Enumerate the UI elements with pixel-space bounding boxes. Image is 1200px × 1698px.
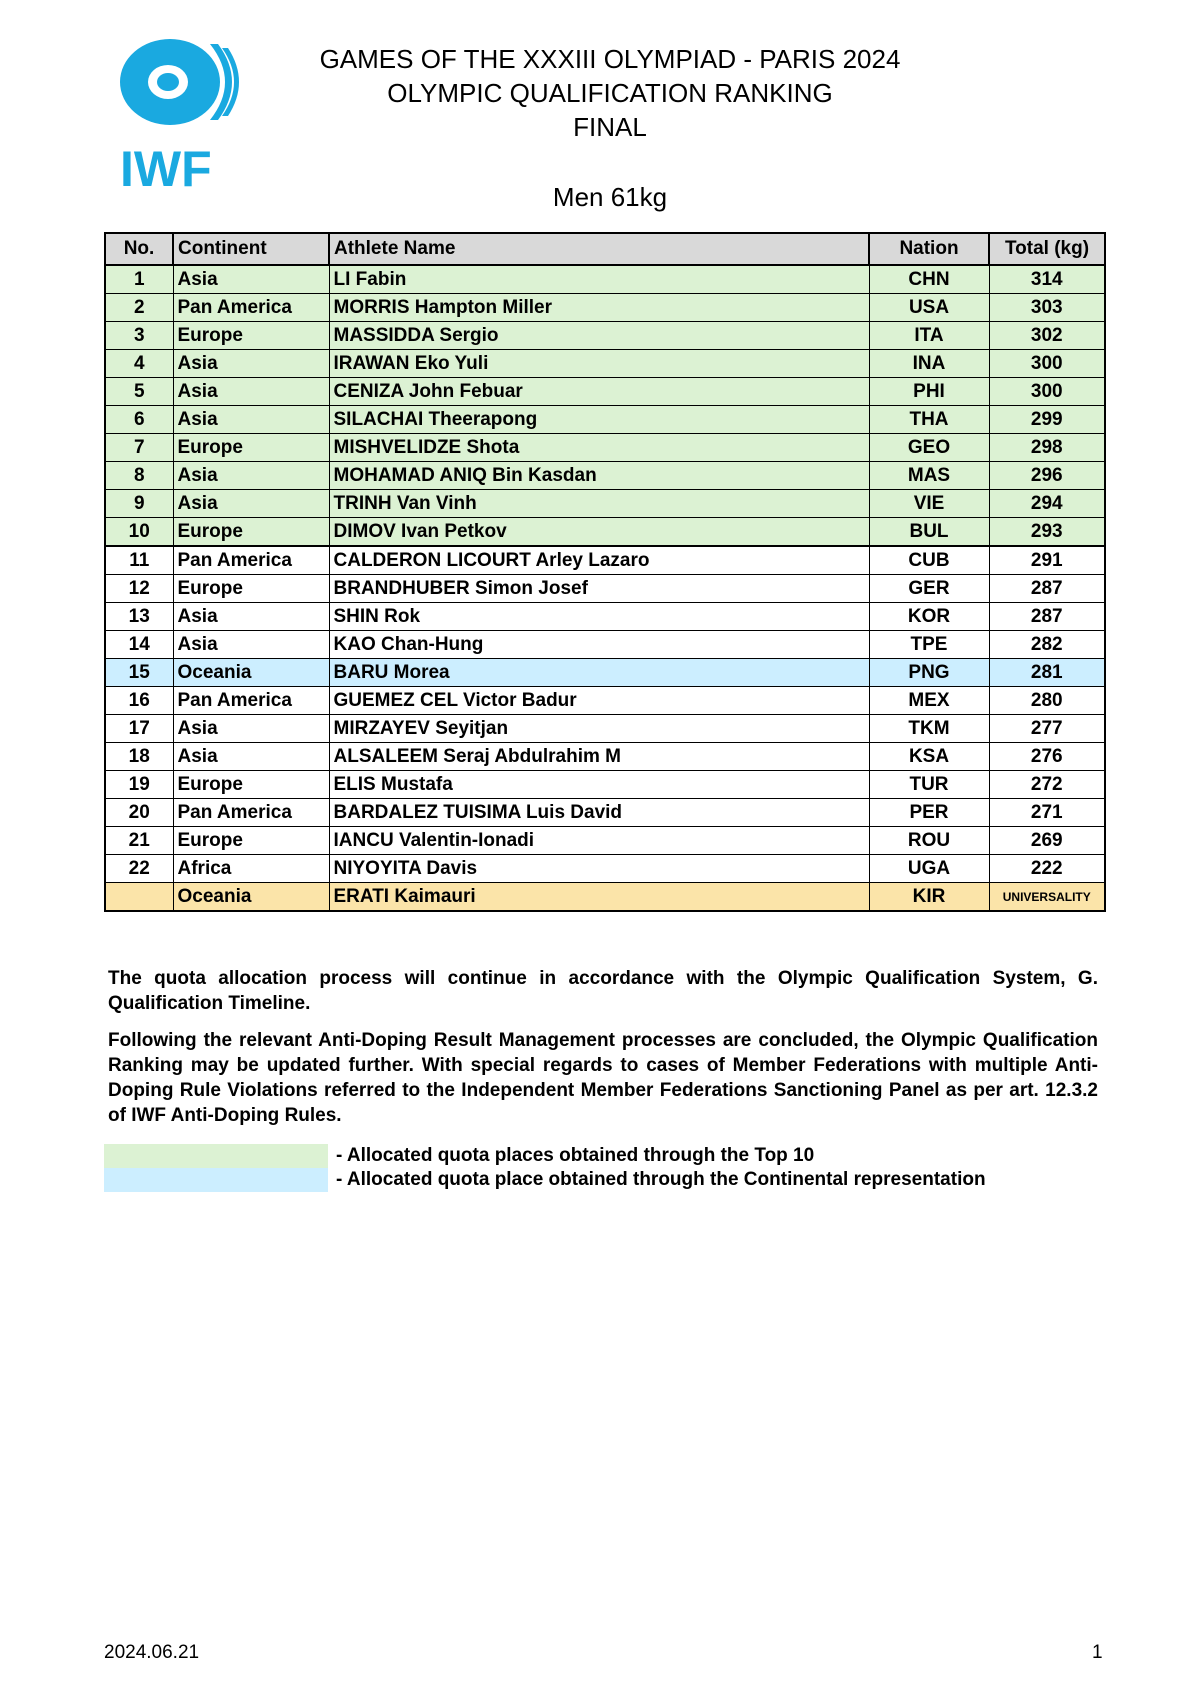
table-row — [105, 406, 1105, 434]
table-row — [105, 827, 1105, 855]
table-row — [105, 687, 1105, 715]
rank-cell: 22 — [105, 855, 173, 883]
nation-cell: PNG — [869, 659, 989, 687]
nation-cell: KSA — [869, 743, 989, 771]
table-row — [105, 771, 1105, 799]
nation-cell: BUL — [869, 518, 989, 547]
document-title — [260, 42, 960, 144]
nation-cell: TPE — [869, 631, 989, 659]
legend-swatch-top10 — [104, 1144, 328, 1168]
continent-cell: Asia — [173, 490, 329, 518]
rank-cell: 10 — [105, 518, 173, 547]
rank-cell: 1 — [105, 265, 173, 294]
nation-cell: KIR — [869, 883, 989, 912]
table-row — [105, 265, 1105, 294]
athlete-name-cell: ERATI Kaimauri — [329, 883, 869, 912]
total-cell: 302 — [989, 322, 1105, 350]
rank-cell: 7 — [105, 434, 173, 462]
table-row — [105, 631, 1105, 659]
nation-cell: VIE — [869, 490, 989, 518]
nation-cell: MAS — [869, 462, 989, 490]
athlete-name-cell: ALSALEEM Seraj Abdulrahim M — [329, 743, 869, 771]
nation-cell: GER — [869, 575, 989, 603]
table-row — [105, 715, 1105, 743]
legend-text: - Allocated quota places obtained through the Top 10 — [336, 1145, 815, 1166]
athlete-name-cell: CENIZA John Febuar — [329, 378, 869, 406]
nation-cell: PER — [869, 799, 989, 827]
nation-cell: KOR — [869, 603, 989, 631]
table-row — [105, 378, 1105, 406]
athlete-name-cell: LI Fabin — [329, 265, 869, 294]
table-row — [105, 294, 1105, 322]
rank-cell: 8 — [105, 462, 173, 490]
total-cell: 298 — [989, 434, 1105, 462]
legend-text: - Allocated quota place obtained through the Continental representation — [336, 1169, 986, 1190]
nation-cell: CHN — [869, 265, 989, 294]
title-line: OLYMPIC QUALIFICATION RANKING — [387, 78, 833, 108]
rank-cell: 21 — [105, 827, 173, 855]
logo-text: IWF — [120, 141, 212, 190]
legend — [104, 1144, 986, 1192]
table-row — [105, 462, 1105, 490]
iwf-logo — [118, 38, 242, 190]
total-cell: 269 — [989, 827, 1105, 855]
nation-cell: THA — [869, 406, 989, 434]
continent-cell: Oceania — [173, 659, 329, 687]
table-row — [105, 490, 1105, 518]
nation-cell: TKM — [869, 715, 989, 743]
athlete-name-cell: BARDALEZ TUISIMA Luis David — [329, 799, 869, 827]
nation-cell: ITA — [869, 322, 989, 350]
note-paragraph: The quota allocation process will continue in accordance with the Olympic Qualification System, G. Qualification Timeline. — [108, 968, 1098, 1014]
continent-cell: Africa — [173, 855, 329, 883]
athlete-name-cell: MIRZAYEV Seyitjan — [329, 715, 869, 743]
rank-cell: 13 — [105, 603, 173, 631]
rank-cell: 16 — [105, 687, 173, 715]
column-header: Athlete Name — [329, 233, 869, 265]
nation-cell: CUB — [869, 546, 989, 575]
athlete-name-cell: TRINH Van Vinh — [329, 490, 869, 518]
continent-cell: Europe — [173, 322, 329, 350]
athlete-name-cell: DIMOV Ivan Petkov — [329, 518, 869, 547]
table-row — [105, 855, 1105, 883]
table-row — [105, 322, 1105, 350]
total-cell: 293 — [989, 518, 1105, 547]
nation-cell: USA — [869, 294, 989, 322]
total-cell: 276 — [989, 743, 1105, 771]
continent-cell: Pan America — [173, 799, 329, 827]
total-cell: 280 — [989, 687, 1105, 715]
total-cell: 287 — [989, 575, 1105, 603]
athlete-name-cell: IANCU Valentin-Ionadi — [329, 827, 869, 855]
rank-cell: 12 — [105, 575, 173, 603]
table-header-row — [105, 233, 1105, 265]
athlete-name-cell: MOHAMAD ANIQ Bin Kasdan — [329, 462, 869, 490]
title-line: FINAL — [573, 112, 647, 142]
rank-cell: 6 — [105, 406, 173, 434]
athlete-name-cell: BARU Morea — [329, 659, 869, 687]
column-header: Total (kg) — [989, 233, 1105, 265]
total-cell: 291 — [989, 546, 1105, 575]
continent-cell: Asia — [173, 743, 329, 771]
total-cell: 272 — [989, 771, 1105, 799]
continent-cell: Asia — [173, 715, 329, 743]
continent-cell: Asia — [173, 406, 329, 434]
continent-cell: Europe — [173, 518, 329, 547]
note-paragraph: Following the relevant Anti-Doping Result Management processes are concluded, the Olympic Qualification Ranking may be updated further. With special regards to cases of Member Federations with multiple Anti-Doping Rule Violations referred to the Independent Member Federations Sanctioning Panel as per art. 12.3.2 of IWF Anti-Doping Rules. — [108, 1030, 1098, 1126]
continent-cell: Pan America — [173, 294, 329, 322]
athlete-name-cell: KAO Chan-Hung — [329, 631, 869, 659]
rank-cell: 14 — [105, 631, 173, 659]
weight-category: Men 61kg — [552, 182, 668, 212]
total-cell: 281 — [989, 659, 1105, 687]
total-cell: 271 — [989, 799, 1105, 827]
legend-item — [104, 1144, 986, 1168]
total-cell: 282 — [989, 631, 1105, 659]
table-row — [105, 799, 1105, 827]
nation-cell: TUR — [869, 771, 989, 799]
nation-cell: GEO — [869, 434, 989, 462]
total-cell: UNIVERSALITY — [989, 883, 1105, 912]
total-cell: 287 — [989, 603, 1105, 631]
total-cell: 294 — [989, 490, 1105, 518]
athlete-name-cell: ELIS Mustafa — [329, 771, 869, 799]
table-row — [105, 434, 1105, 462]
continent-cell: Asia — [173, 350, 329, 378]
notes — [108, 966, 1098, 1140]
total-cell: 314 — [989, 265, 1105, 294]
table-row — [105, 743, 1105, 771]
ranking-table — [104, 232, 1106, 912]
continent-cell: Europe — [173, 575, 329, 603]
continent-cell: Asia — [173, 378, 329, 406]
total-cell: 277 — [989, 715, 1105, 743]
nation-cell: PHI — [869, 378, 989, 406]
column-header: Nation — [869, 233, 989, 265]
continent-cell: Pan America — [173, 546, 329, 575]
rank-cell: 3 — [105, 322, 173, 350]
legend-swatch-continental — [104, 1168, 328, 1192]
total-cell: 300 — [989, 378, 1105, 406]
rank-cell: 5 — [105, 378, 173, 406]
table-row — [105, 883, 1105, 912]
continent-cell: Asia — [173, 603, 329, 631]
table-row — [105, 546, 1105, 575]
rank-cell: 9 — [105, 490, 173, 518]
continent-cell: Europe — [173, 827, 329, 855]
table-row — [105, 603, 1105, 631]
continent-cell: Asia — [173, 462, 329, 490]
rank-cell: 4 — [105, 350, 173, 378]
athlete-name-cell: NIYOYITA Davis — [329, 855, 869, 883]
continent-cell: Asia — [173, 631, 329, 659]
athlete-name-cell: GUEMEZ CEL Victor Badur — [329, 687, 869, 715]
continent-cell: Asia — [173, 265, 329, 294]
nation-cell: MEX — [869, 687, 989, 715]
total-cell: 296 — [989, 462, 1105, 490]
athlete-name-cell: IRAWAN Eko Yuli — [329, 350, 869, 378]
rank-cell: 18 — [105, 743, 173, 771]
table-row — [105, 350, 1105, 378]
athlete-name-cell: MISHVELIDZE Shota — [329, 434, 869, 462]
rank-cell — [105, 883, 173, 912]
continent-cell: Europe — [173, 771, 329, 799]
athlete-name-cell: SHIN Rok — [329, 603, 869, 631]
athlete-name-cell: MASSIDDA Sergio — [329, 322, 869, 350]
title-line: GAMES OF THE XXXIII OLYMPIAD - PARIS 2024 — [319, 44, 901, 74]
iwf-logo-icon — [118, 38, 242, 190]
nation-cell: UGA — [869, 855, 989, 883]
footer-date: 2024.06.21 — [104, 1642, 200, 1663]
athlete-name-cell: SILACHAI Theerapong — [329, 406, 869, 434]
legend-item — [104, 1168, 986, 1192]
continent-cell: Oceania — [173, 883, 329, 912]
continent-cell: Pan America — [173, 687, 329, 715]
rank-cell: 20 — [105, 799, 173, 827]
nation-cell: INA — [869, 350, 989, 378]
rank-cell: 19 — [105, 771, 173, 799]
total-cell: 299 — [989, 406, 1105, 434]
athlete-name-cell: CALDERON LICOURT Arley Lazaro — [329, 546, 869, 575]
total-cell: 300 — [989, 350, 1105, 378]
rank-cell: 17 — [105, 715, 173, 743]
column-header: Continent — [173, 233, 329, 265]
nation-cell: ROU — [869, 827, 989, 855]
athlete-name-cell: BRANDHUBER Simon Josef — [329, 575, 869, 603]
table-row — [105, 659, 1105, 687]
rank-cell: 15 — [105, 659, 173, 687]
rank-cell: 11 — [105, 546, 173, 575]
table-row — [105, 518, 1105, 547]
page-number: 1 — [1092, 1642, 1103, 1663]
total-cell: 303 — [989, 294, 1105, 322]
column-header: No. — [105, 233, 173, 265]
continent-cell: Europe — [173, 434, 329, 462]
total-cell: 222 — [989, 855, 1105, 883]
athlete-name-cell: MORRIS Hampton Miller — [329, 294, 869, 322]
rank-cell: 2 — [105, 294, 173, 322]
table-row — [105, 575, 1105, 603]
